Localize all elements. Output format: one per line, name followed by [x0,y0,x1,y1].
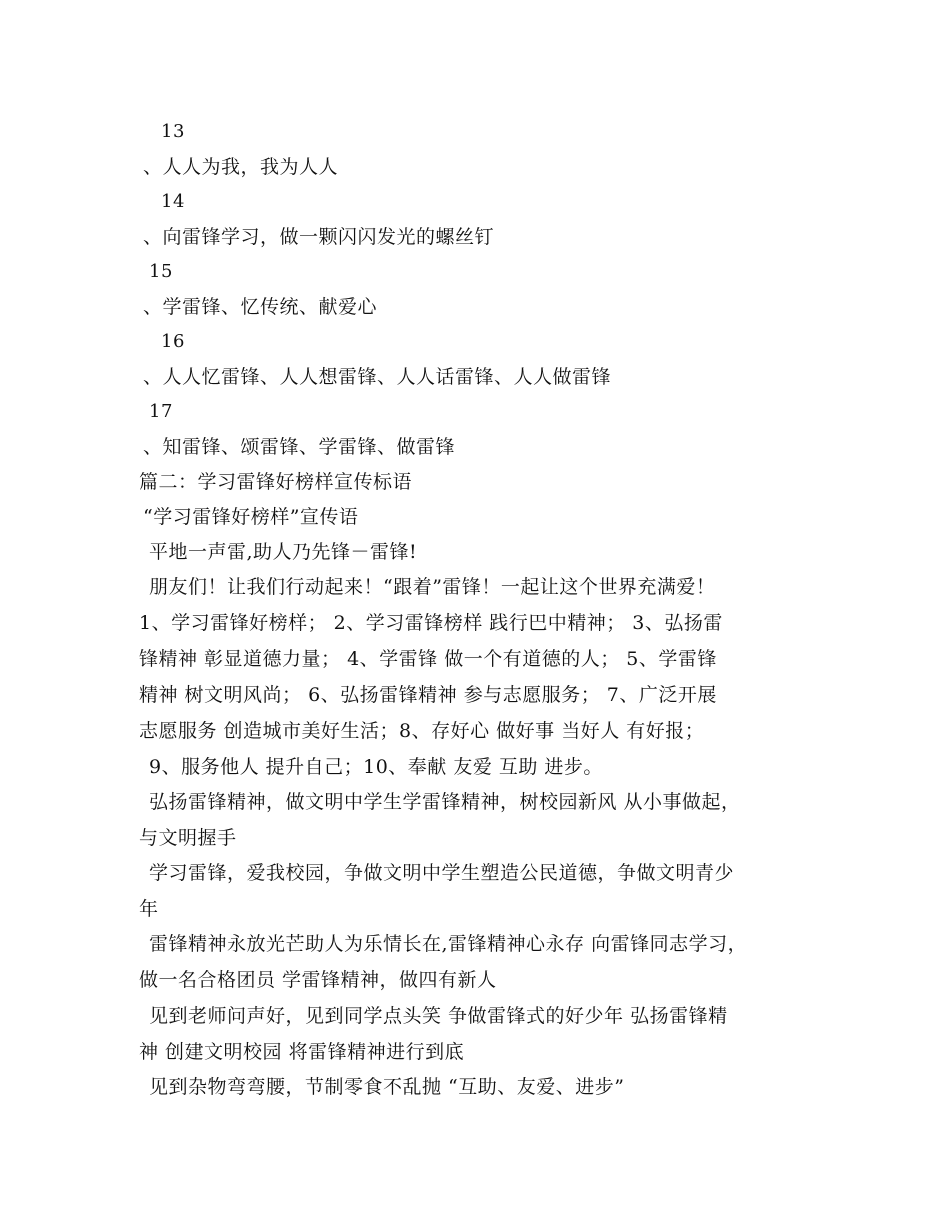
slogan-line: 、知雷锋、颂雷锋、学雷锋、做雷锋 [143,436,456,458]
paragraph-line: 志愿服务 创造城市美好生活；8、存好心 做好事 当好人 有好报； [139,720,705,742]
item-number-16: 16 [161,331,185,352]
paragraph-line: 平地一声雷,助人乃先锋－雷锋! [149,541,418,563]
slogan-line: 、学雷锋、忆传统、献爱心 [143,296,378,318]
paragraph-line: 做一名合格团员 学雷锋精神，做四有新人 [139,969,497,991]
item-number-13: 13 [161,121,185,142]
paragraph-line: 锋精神 彰显道德力量； 4、学雷锋 做一个有道德的人； 5、学雷锋 [139,648,717,670]
slogan-line: 、向雷锋学习，做一颗闪闪发光的螺丝钉 [143,226,495,248]
item-number-17: 17 [149,401,173,422]
section-heading: 篇二：学习雷锋好榜样宣传标语 [139,471,413,493]
paragraph-line: 见到杂物弯弯腰，节制零食不乱抛 “互助、友爱、进步” [149,1076,625,1098]
paragraph-line: 雷锋精神永放光芒助人为乐情长在,雷锋精神心永存 向雷锋同志学习， [149,933,748,955]
paragraph-line: 年 [139,898,159,920]
paragraph-line: 朋友们！让我们行动起来！“跟着”雷锋！一起让这个世界充满爱！ [149,576,716,598]
slogan-line: 、人人忆雷锋、人人想雷锋、人人话雷锋、人人做雷锋 [143,366,612,388]
paragraph-line: 神 创建文明校园 将雷锋精神进行到底 [139,1041,465,1063]
item-number-15: 15 [149,261,173,282]
slogan-line: 、人人为我，我为人人 [143,156,339,178]
paragraph-line: 1、学习雷锋好榜样； 2、学习雷锋榜样 践行巴中精神； 3、弘扬雷 [139,612,723,634]
paragraph-line: 弘扬雷锋精神，做文明中学生学雷锋精神，树校园新风 从小事做起， [149,791,741,813]
paragraph-line: 精神 树文明风尚； 6、弘扬雷锋精神 参与志愿服务； 7、广泛开展 [139,684,717,706]
paragraph-line: 9、服务他人 提升自己；10、奉献 友爱 互助 进步。 [149,756,603,778]
paragraph-line: 见到老师问声好，见到同学点头笑 争做雷锋式的好少年 弘扬雷锋精 [149,1005,728,1027]
paragraph-line: 与文明握手 [139,827,237,849]
subheading: “学习雷锋好榜样”宣传语 [143,506,359,528]
paragraph-line: 学习雷锋，爱我校园，争做文明中学生塑造公民道德，争做文明青少 [149,862,735,884]
item-number-14: 14 [161,191,185,212]
